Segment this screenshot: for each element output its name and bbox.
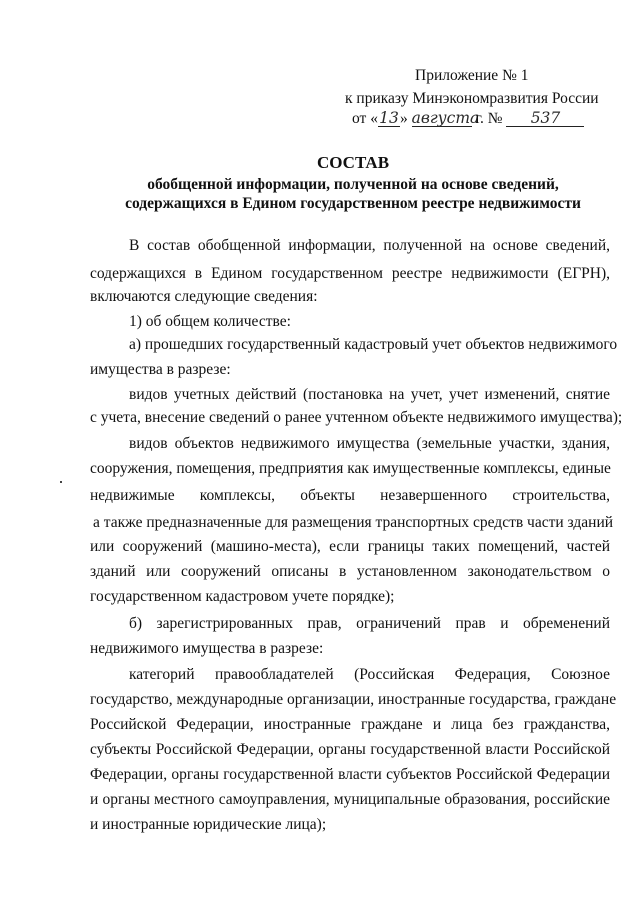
handwritten-order-number: 537 — [506, 111, 584, 127]
scan-speck — [60, 481, 62, 483]
body-line: с учета, внесение сведений о ранее учтенном объекте недвижимого имущества); — [90, 409, 623, 426]
body-line: недвижимого имущества в разрезе: — [90, 640, 324, 657]
document-title: СОСТАВ — [316, 153, 390, 172]
body-line: Российской Федерации, иностранные граждане и лица без гражданства, — [90, 716, 610, 733]
date-mid: » — [399, 110, 408, 127]
body-line: категорий правообладателей (Российская Федерация, Союзное — [129, 666, 610, 683]
body-line: видов учетных действий (постановка на учет, учет изменений, снятие — [129, 386, 610, 403]
handwritten-month: августа — [411, 109, 480, 127]
body-line: субъекты Российской Федерации, органы государственной власти Российской — [90, 741, 610, 758]
body-line: а также предназначенные для размещения транспортных средств части зданий — [93, 514, 614, 531]
date-prefix: от « — [352, 110, 378, 127]
body-line: 1) об общем количестве: — [129, 313, 291, 330]
order-reference: к приказу Минэкономразвития России — [345, 90, 599, 107]
year-number-label: г. № — [475, 110, 503, 127]
body-line: недвижимые комплексы, объекты незавершенного строительства, — [90, 487, 610, 504]
document-subtitle-line2: содержащихся в Едином государственном реестре недвижимости — [125, 195, 581, 212]
body-line: государственном кадастровом учете порядке); — [90, 588, 395, 605]
body-line: имущества в разрезе: — [90, 361, 231, 378]
body-line: В состав обобщенной информации, полученной на основе сведений, — [129, 237, 610, 254]
body-line: Федерации, органы государственной власти субъектов Российской Федерации — [90, 766, 610, 783]
document-subtitle-line1: обобщенной информации, полученной на основе сведений, — [147, 176, 559, 193]
body-line: содержащихся в Едином государственном реестре недвижимости (ЕГРН), — [90, 265, 610, 282]
body-line: а) прошедших государственный кадастровый учет объектов недвижимого — [129, 336, 618, 353]
body-line: и иностранные юридические лица); — [90, 816, 327, 833]
body-line: государство, международные организации, иностранные государства, граждане — [90, 691, 617, 708]
body-line: б) зарегистрированных прав, ограничений прав и обременений — [129, 615, 610, 632]
appendix-label: Приложение № 1 — [415, 67, 529, 84]
body-line: зданий или сооружений описаны в установленном законодательством о — [90, 563, 610, 580]
body-line: сооружения, помещения, предприятия как имущественные комплексы, единые — [90, 460, 611, 477]
order-date-line — [352, 110, 584, 128]
body-line: и органы местного самоуправления, муниципальные образования, российские — [90, 791, 610, 808]
handwritten-day: 13 — [379, 109, 399, 127]
body-line: видов объектов недвижимого имущества (земельные участки, здания, — [129, 435, 610, 452]
body-line: или сооружений (машино-места), если границы таких помещений, частей — [90, 538, 610, 555]
body-line: включаются следующие сведения: — [90, 288, 318, 305]
